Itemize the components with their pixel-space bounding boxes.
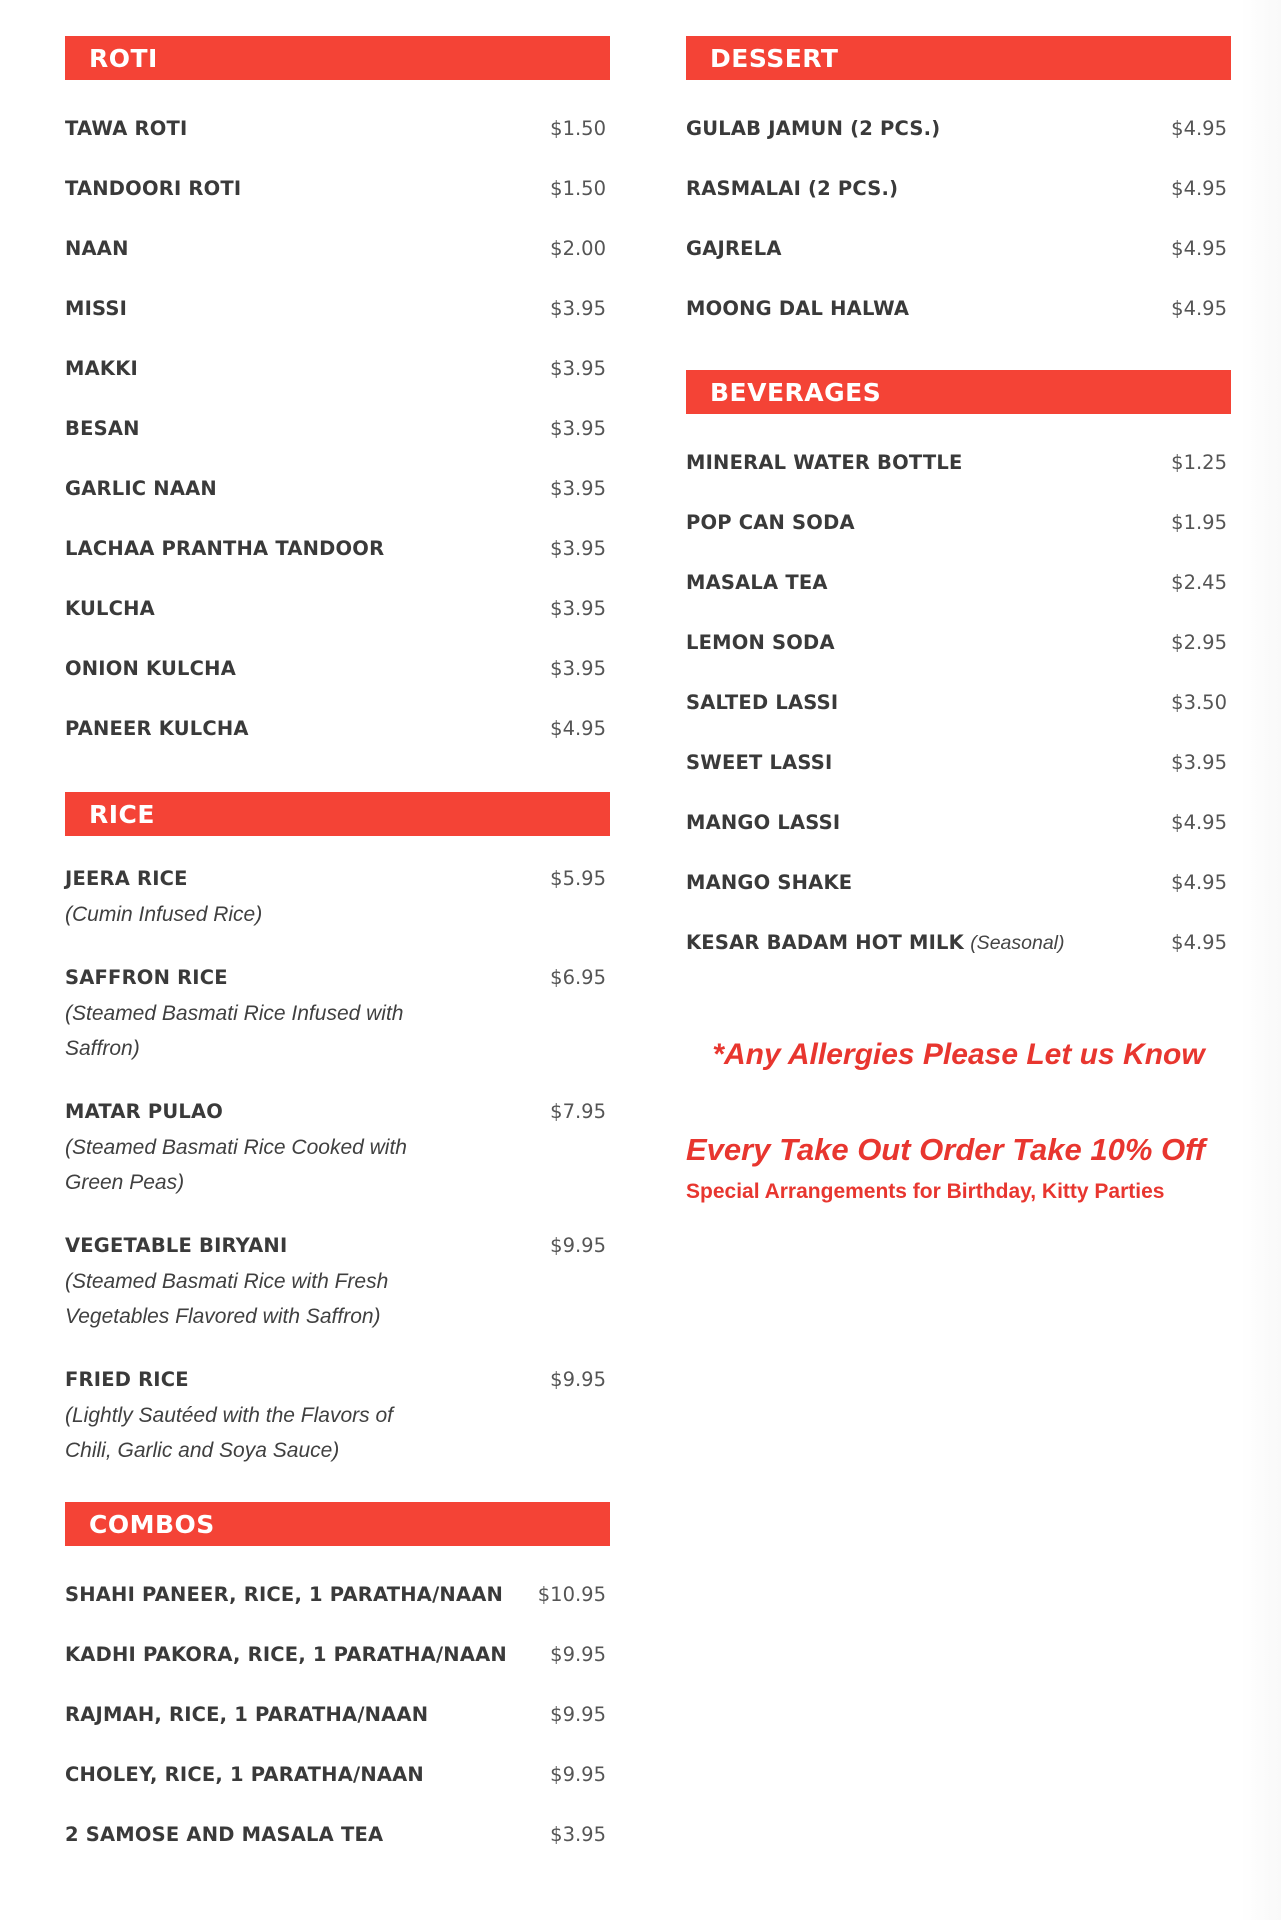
item-name: TAWA ROTI xyxy=(65,117,188,140)
menu-item xyxy=(65,102,610,162)
item-price: $3.50 xyxy=(1171,691,1227,714)
item-price: $1.50 xyxy=(550,117,606,140)
item-name: NAAN xyxy=(65,237,129,260)
item-price: $4.95 xyxy=(1171,931,1227,954)
menu-item xyxy=(65,702,610,762)
roti-list xyxy=(65,102,610,762)
item-name: BESAN xyxy=(65,417,140,440)
item-name: PANEER KULCHA xyxy=(65,717,249,740)
item-price: $10.95 xyxy=(537,1583,606,1606)
item-name: SWEET LASSI xyxy=(686,751,833,774)
menu-item xyxy=(686,676,1231,736)
left-column xyxy=(65,36,610,1868)
item-name: SHAHI PANEER, RICE, 1 PARATHA/NAAN xyxy=(65,1583,504,1606)
menu-item xyxy=(686,436,1231,496)
menu-item xyxy=(65,642,610,702)
item-price: $1.50 xyxy=(550,177,606,200)
item-name: MINERAL WATER BOTTLE xyxy=(686,451,963,474)
menu-item xyxy=(686,916,1231,976)
item-name: MANGO SHAKE xyxy=(686,871,853,894)
item-price: $3.95 xyxy=(550,477,606,500)
section-title: ROTI xyxy=(89,43,158,73)
menu-item xyxy=(65,1688,610,1748)
item-price: $2.45 xyxy=(1171,571,1227,594)
item-price: $7.95 xyxy=(550,1100,606,1123)
section-header-beverages xyxy=(686,370,1231,414)
menu-item xyxy=(686,162,1231,222)
item-name: KESAR BADAM HOT MILK xyxy=(686,931,964,954)
item-price: $5.95 xyxy=(550,867,606,890)
menu-item xyxy=(65,582,610,642)
section-title: RICE xyxy=(89,799,155,829)
item-name: FRIED RICE xyxy=(65,1368,189,1391)
item-name-group xyxy=(686,931,1065,955)
menu-item xyxy=(65,1748,610,1808)
item-name: SALTED LASSI xyxy=(686,691,839,714)
right-column xyxy=(686,36,1231,1204)
item-price: $9.95 xyxy=(550,1643,606,1666)
rice-list xyxy=(65,867,610,1468)
section-header-dessert xyxy=(686,36,1231,80)
menu-item xyxy=(686,796,1231,856)
menu-item xyxy=(65,1568,610,1628)
item-name: KULCHA xyxy=(65,597,155,620)
item-name: 2 SAMOSE AND MASALA TEA xyxy=(65,1823,384,1846)
menu-item xyxy=(65,1368,610,1468)
menu-item xyxy=(65,1234,610,1334)
combos-list xyxy=(65,1568,610,1868)
item-name: JEERA RICE xyxy=(65,867,188,890)
item-name: TANDOORI ROTI xyxy=(65,177,242,200)
menu-item xyxy=(686,736,1231,796)
item-price: $3.95 xyxy=(550,537,606,560)
menu-item xyxy=(65,402,610,462)
item-price: $9.95 xyxy=(550,1234,606,1257)
item-name: GARLIC NAAN xyxy=(65,477,217,500)
item-description: (Lightly Sautéed with the Flavors of Chili, Garlic and Soya Sauce) xyxy=(65,1404,394,1462)
item-name: MOONG DAL HALWA xyxy=(686,297,910,320)
section-title: BEVERAGES xyxy=(710,377,882,407)
item-price: $4.95 xyxy=(1171,297,1227,320)
item-price: $1.25 xyxy=(1171,451,1227,474)
item-description: (Steamed Basmati Rice with Fresh Vegetables Flavored with Saffron) xyxy=(65,1270,389,1328)
item-price: $3.95 xyxy=(550,417,606,440)
item-price: $4.95 xyxy=(1171,871,1227,894)
item-note: (Seasonal) xyxy=(970,932,1065,954)
menu-item xyxy=(65,1100,610,1200)
section-header-combos xyxy=(65,1502,610,1546)
menu-item xyxy=(65,867,610,932)
item-price: $2.00 xyxy=(550,237,606,260)
menu-item xyxy=(686,282,1231,342)
menu-item xyxy=(65,342,610,402)
menu-item xyxy=(686,102,1231,162)
menu-item xyxy=(65,162,610,222)
item-name: RASMALAI (2 PCS.) xyxy=(686,177,899,200)
item-description: (Cumin Infused Rice) xyxy=(65,903,263,926)
item-description: (Steamed Basmati Rice Cooked with Green Peas) xyxy=(65,1136,407,1194)
item-name: CHOLEY, RICE, 1 PARATHA/NAAN xyxy=(65,1763,424,1786)
section-title: COMBOS xyxy=(89,1509,215,1539)
menu-item xyxy=(686,856,1231,916)
dessert-list xyxy=(686,102,1231,342)
item-name: GAJRELA xyxy=(686,237,782,260)
item-name: ONION KULCHA xyxy=(65,657,236,680)
menu-item xyxy=(686,556,1231,616)
item-price: $4.95 xyxy=(1171,117,1227,140)
item-price: $3.95 xyxy=(550,657,606,680)
item-name: LACHAA PRANTHA TANDOOR xyxy=(65,537,385,560)
item-price: $3.95 xyxy=(550,297,606,320)
page-edge-shadow xyxy=(1241,0,1281,1920)
item-price: $9.95 xyxy=(550,1703,606,1726)
allergy-notice: *Any Allergies Please Let us Know xyxy=(712,1038,1205,1071)
item-price: $4.95 xyxy=(1171,811,1227,834)
menu-item xyxy=(65,966,610,1066)
item-price: $9.95 xyxy=(550,1368,606,1391)
menu-item xyxy=(686,222,1231,282)
menu-item xyxy=(686,496,1231,556)
item-name: MASALA TEA xyxy=(686,571,828,594)
item-name: GULAB JAMUN (2 PCS.) xyxy=(686,117,941,140)
menu-item xyxy=(65,1808,610,1868)
menu-item xyxy=(686,616,1231,676)
item-name: POP CAN SODA xyxy=(686,511,855,534)
item-name: MISSI xyxy=(65,297,128,320)
item-price: $4.95 xyxy=(1171,177,1227,200)
item-name: MANGO LASSI xyxy=(686,811,841,834)
item-price: $3.95 xyxy=(1171,751,1227,774)
section-header-rice xyxy=(65,792,610,836)
item-price: $9.95 xyxy=(550,1763,606,1786)
item-price: $3.95 xyxy=(550,597,606,620)
item-name: RAJMAH, RICE, 1 PARATHA/NAAN xyxy=(65,1703,429,1726)
item-price: $4.95 xyxy=(550,717,606,740)
takeout-discount-notice: Every Take Out Order Take 10% Off xyxy=(686,1132,1206,1167)
item-price: $3.95 xyxy=(550,357,606,380)
item-price: $6.95 xyxy=(550,966,606,989)
item-price: $3.95 xyxy=(550,1823,606,1846)
section-title: DESSERT xyxy=(710,43,839,73)
menu-item xyxy=(65,1628,610,1688)
item-name: VEGETABLE BIRYANI xyxy=(65,1234,288,1257)
item-price: $4.95 xyxy=(1171,237,1227,260)
menu-item xyxy=(65,282,610,342)
item-price: $1.95 xyxy=(1171,511,1227,534)
menu-item xyxy=(65,222,610,282)
special-arrangements-notice: Special Arrangements for Birthday, Kitty Parties xyxy=(686,1180,1165,1203)
item-description: (Steamed Basmati Rice Infused with Saffron) xyxy=(65,1002,404,1060)
menu-item xyxy=(65,522,610,582)
item-name: MATAR PULAO xyxy=(65,1100,224,1123)
item-name: KADHI PAKORA, RICE, 1 PARATHA/NAAN xyxy=(65,1643,507,1666)
beverages-list xyxy=(686,436,1231,976)
item-name: MAKKI xyxy=(65,357,138,380)
item-name: LEMON SODA xyxy=(686,631,835,654)
menu-item xyxy=(65,462,610,522)
section-header-roti xyxy=(65,36,610,80)
item-name: SAFFRON RICE xyxy=(65,966,228,989)
item-price: $2.95 xyxy=(1171,631,1227,654)
